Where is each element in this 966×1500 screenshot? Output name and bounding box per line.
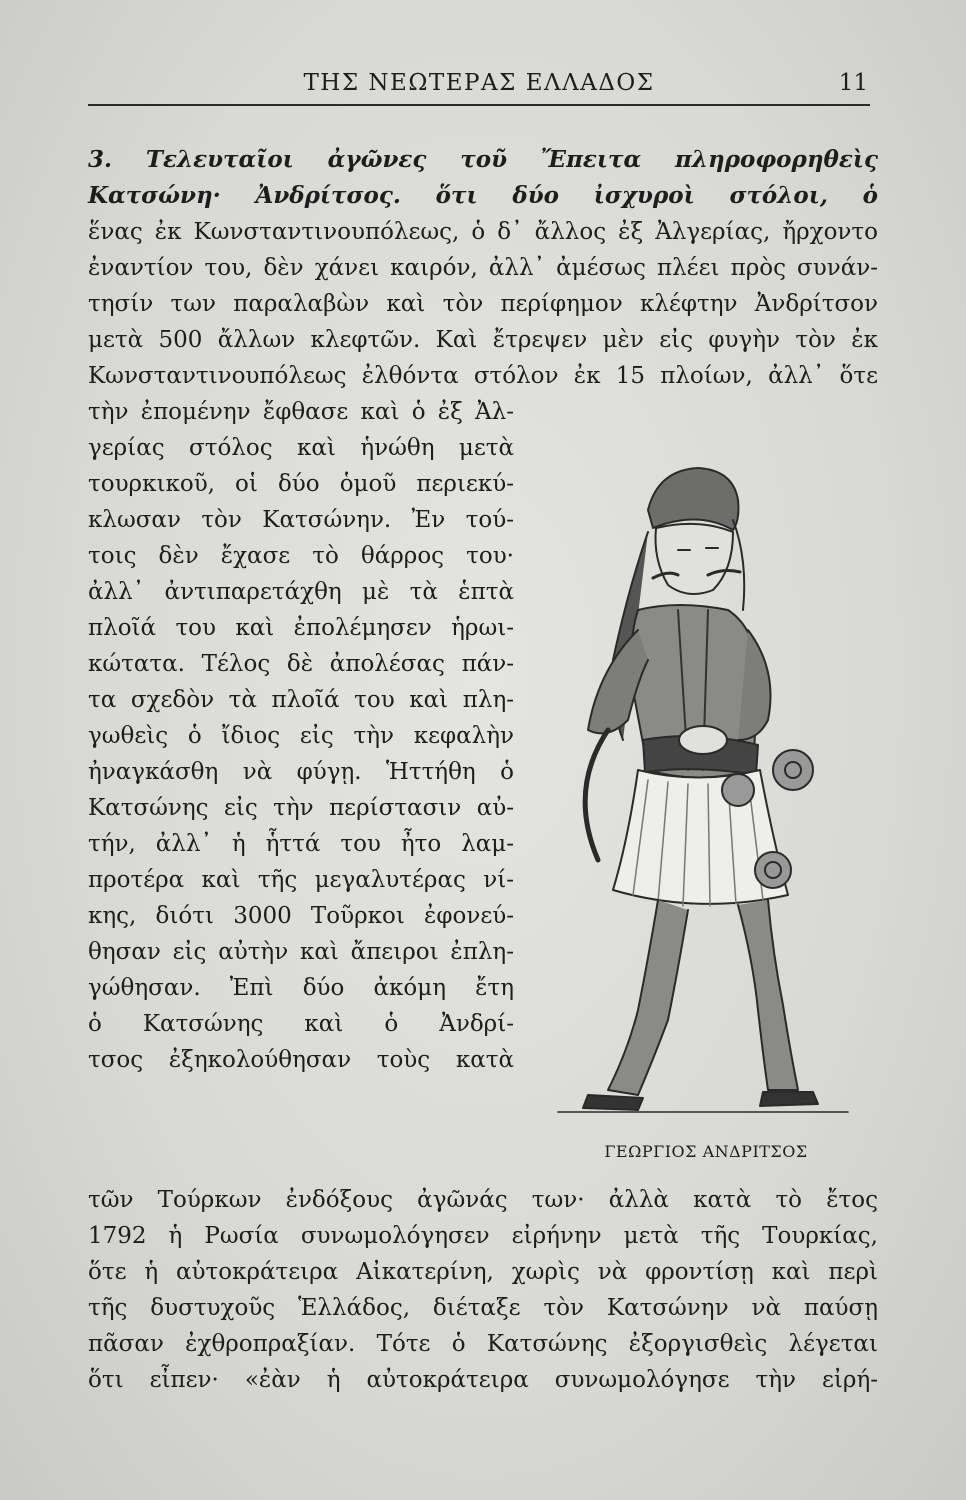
text-line: γερίας στόλος καὶ ἡνώθη μετὰ	[88, 435, 514, 461]
text-line: κώτατα. Τέλος δὲ ἀπολέσας πάν-	[88, 651, 514, 677]
text-line: 1792 ἡ Ρωσία συνωμολόγησεν εἰρήνην μετὰ τῆς Τουρκίας,	[88, 1223, 878, 1249]
text-line: προτέρα καὶ τῆς μεγαλυτέρας νί-	[88, 867, 514, 893]
text-line: κλωσαν τὸν Κατσώνην. Ἐν τού-	[88, 507, 514, 533]
text-line: τῶν Τούρκων ἐνδόξους ἀγῶνάς των· ἀλλὰ κατὰ τὸ ἔτος	[88, 1187, 878, 1213]
text-line: πλοῖά του καὶ ἐπολέμησεν ἡρωι-	[88, 615, 514, 641]
text-line: ἠναγκάσθη νὰ φύγῃ. Ἡττήθη ὁ	[88, 759, 514, 785]
section-heading-line-1: 3. Τελευταῖοι ἀγῶνες τοῦ Ἔπειτα πληροφορηθεὶς	[88, 146, 878, 173]
text-line: τοις δὲν ἔχασε τὸ θάρρος του·	[88, 543, 514, 569]
section-heading-line-2: Κατσώνη· Ἀνδρίτσος. ὅτι δύο ἰσχυροὶ στόλοι, ὁ	[88, 182, 878, 209]
text-line: τουρκικοῦ, οἱ δύο ὁμοῦ περιεκύ-	[88, 471, 514, 497]
text-line: ὁ Κατσώνης καὶ ὁ Ἀνδρί-	[88, 1011, 514, 1037]
text-line: ἕνας ἐκ Κωνσταντινουπόλεως, ὁ δ᾿ ἄλλος ἐξ Ἀλγερίας, ἤρχοντο	[88, 219, 878, 245]
text-line: Κωνσταντινουπόλεως ἐλθόντα στόλον ἐκ 15 πλοίων, ἀλλ᾿ ὅτε	[88, 363, 878, 389]
figure-caption: ΓΕΩΡΓΙΟΣ ΑΝΔΡΙΤΣΟΣ	[604, 1142, 808, 1161]
text-line: θησαν εἰς αὐτὴν καὶ ἄπειροι ἐπλη-	[88, 939, 514, 965]
text-line: ὅτε ἡ αὐτοκράτειρα Αἰκατερίνη, χωρὶς νὰ φροντίσῃ καὶ περὶ	[88, 1259, 878, 1285]
text-line: γώθησαν. Ἐπὶ δύο ἀκόμη ἔτη	[88, 975, 514, 1001]
text-line: κης, διότι 3000 Τοῦρκοι ἐφονεύ-	[88, 903, 514, 929]
text-line: Κατσώνης εἰς τὴν περίστασιν αὐ-	[88, 795, 514, 821]
text-line: τα σχεδὸν τὰ πλοῖά του καὶ πλη-	[88, 687, 514, 713]
text-line: τὴν ἐπομένην ἔφθασε καὶ ὁ ἐξ Ἀλ-	[88, 399, 514, 425]
page-header	[88, 70, 870, 104]
portrait-engraving	[528, 440, 878, 1140]
text-line: ὅτι εἶπεν· «ἐὰν ἡ αὐτοκράτειρα συνωμολόγησε τὴν εἰρή-	[88, 1367, 878, 1393]
header-rule	[88, 104, 870, 106]
text-line: ἀλλ᾿ ἀντιπαρετάχθη μὲ τὰ ἑπτὰ	[88, 579, 514, 605]
page-number: 11	[838, 70, 868, 96]
text-line: τῆς δυστυχοῦς Ἑλλάδος, διέταξε τὸν Κατσώνην νὰ παύσῃ	[88, 1295, 878, 1321]
text-line: γωθεὶς ὁ ἴδιος εἰς τὴν κεφαλὴν	[88, 723, 514, 749]
text-line: τήν, ἀλλ᾿ ἡ ἧττά του ἦτο λαμ-	[88, 831, 514, 857]
text-line: τσος ἐξηκολούθησαν τοὺς κατὰ	[88, 1047, 514, 1073]
text-line: μετὰ 500 ἄλλων κλεφτῶν. Καὶ ἔτρεψεν μὲν εἰς φυγὴν τὸν ἐκ	[88, 327, 878, 353]
text-line: ἐναντίον του, δὲν χάνει καιρόν, ἀλλ᾿ ἀμέσως πλέει πρὸς συνάν-	[88, 255, 878, 281]
running-title: ΤΗΣ ΝΕΩΤΕΡΑΣ ΕΛΛΑΔΟΣ	[303, 70, 655, 96]
text-line: πᾶσαν ἐχθροπραξίαν. Τότε ὁ Κατσώνης ἐξοργισθεὶς λέγεται	[88, 1331, 878, 1357]
text-line: τησίν των παραλαβὼν καὶ τὸν περίφημον κλέφτην Ἀνδρίτσον	[88, 291, 878, 317]
